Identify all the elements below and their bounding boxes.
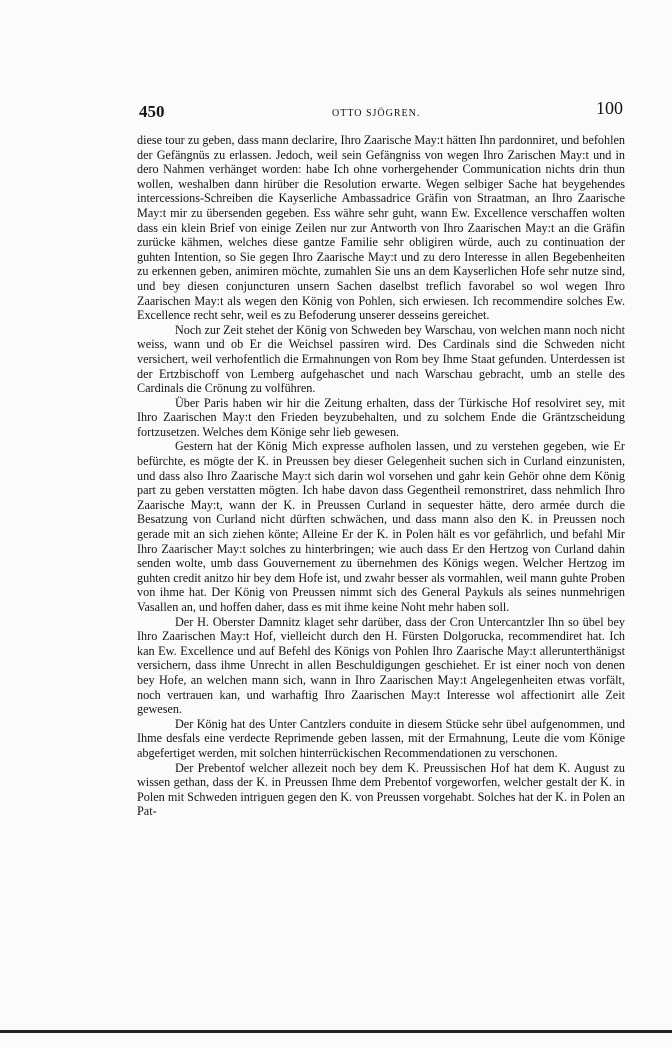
- page-edge-divider: [0, 1030, 672, 1033]
- running-title: OTTO SJÖGREN.: [332, 108, 421, 119]
- paragraph: diese tour zu geben, dass mann declarire, Ihro Zaarische May:t hätten Ihn pardonniret, und befohlen der Gefängnüs zu erlassen. Jedoch, weil sein Gefängniss von wegen Ihro Zarischen May:t und in dero Nahmen verhänget worden: habe Ich ohne vorhergehender Communication nichts drin thun wollen, weshalben dann hirüber die Resolution erwarte. Wegen selbiger Sache hat beygehendes intercessions-Schreiben die Kayserliche Ambassadrice Gräfin von Straatman, an Ihro Zaarische May:t mir zu übersenden gegeben. Ess währe sehr guht, wann Ew. Excellence verschaffen wolten dass ein klein Brief von einige Zeilen nur zur Antworth von Ihro Zaarischen May:t an die Gräfin zurücke kähmen, welches diese gantze Familie sehr obligiren würde, auch zu continuation der guhten Intention, so Sie gegen Ihro Zaarische May:t und zu dero Interesse in allen Begebenheiten zu erkennen geben, animiren möchte, zumahlen Sie uns an dem Kayserlichen Hofe sehr nutze sind, und bey diesen conjuncturen unsern Sachen daselbst treflich favorabel so wol wegen Ihro Zaarischen May:t als wegen den König von Pohlen, sich erwiesen. Ich recommendire solches Ew. Excellence recht sehr, weil es zu Befoderung unserer desseins gereichet.: [137, 133, 625, 323]
- paragraph: Gestern hat der König Mich expresse aufholen lassen, und zu verstehen gegeben, wie Er befürchte, es mögte der K. in Preussen bey dieser Gelegenheit suchen sich in Curland einzunisten, und dass also Ihro Zaarische May:t sich darin wol vorsehen und gahr kein Gehör ohne dem König part zu geben verstatten mögten. Ich habe davon dass Gegentheil remonstriret, dass nehmlich Ihro Zaarische May:t, wann der K. in Preussen Curland in sequester hätte, dero armée durch die Besatzung von Curland nicht dürften schwächen, und dass mann also den K. in Preussen noch gerade mit an sich ziehen könte; Alleine Er der K. in Polen hält es vor gefährlich, und befahl Mir Ihro Zaarischer May:t solches zu hinterbringen; wie auch dass Er den Hertzog von Curland dahin senden wolte, umb dass Gouvernement zu übernehmen des Königs wegen. Welcher Hertzog im guhten credit anitzo hir bey dem Hofe ist, und zwahr besser als vormahlen, weil mann guhte Proben von ihme hat. Der König von Preussen nimmt sich des General Paykuls als seines nunmehrigen Vasallen an, und hoffen daher, dass es mit ihme keine Noht mehr haben soll.: [137, 439, 625, 614]
- paragraph: Noch zur Zeit stehet der König von Schweden bey Warschau, von welchen mann noch nicht weiss, wann und ob Er die Weichsel passiren wird. Des Cardinals sind die Schweden nicht versichert, weil verhofentlich die Ermahnungen von Rom bey Ihme Staat gefunden. Unterdessen ist der Ertzbischoff von Lemberg aufgehaschet und nach Warschau gebracht, umb an stelle des Cardinals die Crönung zu volführen.: [137, 322, 625, 396]
- folio-number: 100: [596, 98, 623, 118]
- page-header: [137, 98, 625, 126]
- page-number: 450: [139, 102, 165, 121]
- paragraph: Der H. Oberster Damnitz klaget sehr darüber, dass der Cron Untercantzler Ihn so übel bey Ihro Zaarischen May:t Hof, vielleicht durch den H. Fürsten Dolgorucka, recommendiret hat. Ich kan Ew. Excellence und auf Befehl des Königs von Pohlen Ihro Zaarische May:t allerunterthänigst versichern, dass ihme Unrecht in allen Beschuldigungen geschiehet. Er ist einer noch von denen bey Hofe, an welchen mann sich, wann in Ihro Zaarischen May:t Angelegenheiten etwas vorfält, noch vertrauen kan, und warhaftig Ihro Zaarischen May:t Interesse wol affectionirt alle Zeit gewesen.: [137, 614, 625, 717]
- paragraph: Der König hat des Unter Cantzlers conduite in diesem Stücke sehr übel aufgenommen, und Ihme desfals eine verdecte Reprimende geben lassen, mit der Ermahnung, Leute die vom Könige abgefertiget werden, mit solchen hinterrückischen Recommendationen zu verschonen.: [137, 716, 625, 760]
- paragraph: Über Paris haben wir hir die Zeitung erhalten, dass der Türkische Hof resolviret sey, mit Ihro Zaarischen May:t den Frieden beyzubehalten, und zu solchem Ende die Gräntzscheidung fortzusetzen. Welches dem Könige sehr lieb gewesen.: [137, 395, 625, 439]
- paragraph: Der Prebentof welcher allezeit noch bey dem K. Preussischen Hof hat dem K. August zu wissen gethan, dass der K. in Preussen Ihme dem Prebentof vorgeworfen, welcher gestalt der K. in Polen mit Schweden intriguen gegen den K. von Preussen vorgehabt. Solches hat der K. in Polen an Pat-: [137, 760, 625, 819]
- text-body: [137, 133, 625, 819]
